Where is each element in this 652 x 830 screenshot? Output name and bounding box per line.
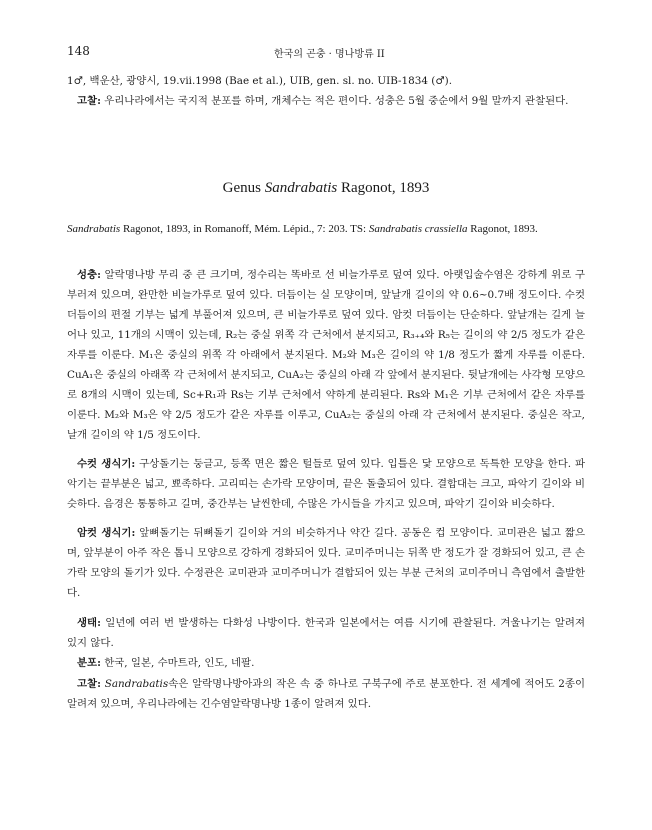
male-genitalia-description: 수컷 생식기: 구상돌기는 둥글고, 등쪽 면은 짧은 털들로 덮여 있다. 입틀은 닻 모양으로 독특한 모양을 한다. 파악기는 끝부분은 넓고, 뾰족하다. 고리띠는 손가락 모양이며, 끝은 돌출되어 있다. 결합대는 크고, 파악기 길이와 비슷하다. 음경은 통통하고 길며, 중간부는 날씬한데, 수많은 가시들을 가지고 있으며, 파악기 길이와 비슷하다.: [67, 458, 585, 510]
discussion-section: 고찰: Sandrabatis속은 알락명나방아과의 작은 속 중 하나로 구북구에 주로 분포한다. 전 세계에 적어도 2종이 알려져 있으며, 우리나라에는 긴수염알락명나방 1종이 알려져 있다.: [67, 678, 585, 710]
female-genitalia-description: 암컷 생식기: 앞뼈돌기는 뒤뼈돌기 길이와 거의 비슷하거나 약간 길다. 공동은 컵 모양이다. 교미관은 넓고 짧으며, 앞부분이 아주 작은 톱니 모양으로 강하게 경화되어 있다. 교미주머니는 뒤쪽 반 정도가 잘 경화되어 있고, 큰 손가락 모양의 돌기가 있다. 수정관은 교미관과 교미주머니가 결합되어 있는 부분 근처의 교미주머니 측엽에서 출발한다.: [67, 527, 585, 599]
page-number: 148: [67, 44, 90, 58]
specimen-text: 1♂, 백운산, 광양시, 19.vii.1998 (Bae et al.), UIB, gen. sl. no. UIB-1834 (♂).: [67, 75, 453, 87]
ecology-section: 생태: 일년에 여러 번 발생하는 다화성 나방이다. 한국과 일본에서는 여름 시기에 관찰된다. 겨울나기는 알려져 있지 않다.: [67, 617, 585, 649]
remark-text: 우리나라에서는 국지적 분포를 하며, 개체수는 적은 편이다. 성충은 5월 중순에서 9월 말까지 관찰된다.: [100, 95, 569, 107]
running-title: 한국의 곤충 · 명나방류 II: [274, 49, 385, 60]
genus-heading: Genus Sandrabatis Ragonot, 1893: [222, 180, 430, 196]
specimen-record: [67, 71, 585, 111]
remark-label: 고찰:: [77, 95, 101, 107]
genus-synonymy: Sandrabatis Ragonot, 1893, in Romanoff, Mém. Lépid., 7: 203. TS: Sandrabatis crassiella Ragonot, 1893.: [67, 223, 538, 235]
adult-description: 성충: 알락명나방 무리 중 큰 크기며, 정수리는 똑바로 선 비늘가루로 덮여 있다. 아랫입술수염은 강하게 위로 구부러져 있으며, 완만한 비늘가루로 덮여 있다. 더듬이는 실 모양이며, 앞날개 길이의 약 0.6~0.7배 정도이다. 수컷 더듬이의 편절 기부는 넓게 부풀어져 있으며, 큰 비늘가루로 덮여 있다. 암컷 더듬이는 단순하다. 앞날개는 길게 늘어나 있고, 11개의 시맥이 있는데, R₂는 중실 위쪽 각 근처에서 분지되고, R₃₊₄와 R₅는 길이의 약 2/5 정도가 같은 자루를 이룬다. M₁은 중실의 위쪽 각 아래에서 분지된다. M₂와 M₃은 길이의 약 1/8 정도가 짧게 자루를 이룬다. CuA₁은 중실의 아래쪽 각 근처에서 분지되고, CuA₂는 중실의 아래 각 앞에서 분지된다. 뒷날개에는 사각형 모양으로 8개의 시맥이 있는데, Sc+R₁과 Rs는 기부 근처에서 약하게 분리된다. Rs와 M₁은 기부 근처에서 같은 자루를 이룬다. M₂와 M₃은 약 2/5 정도가 같은 자루를 이루고, CuA₂는 중실의 아래 각 근처에서 분지된다. 중실은 작고, 날개 길이의 약 1/5 정도이다.: [67, 269, 586, 441]
distribution-section: 분포: 한국, 일본, 수마트라, 인도, 네팔.: [77, 657, 255, 669]
